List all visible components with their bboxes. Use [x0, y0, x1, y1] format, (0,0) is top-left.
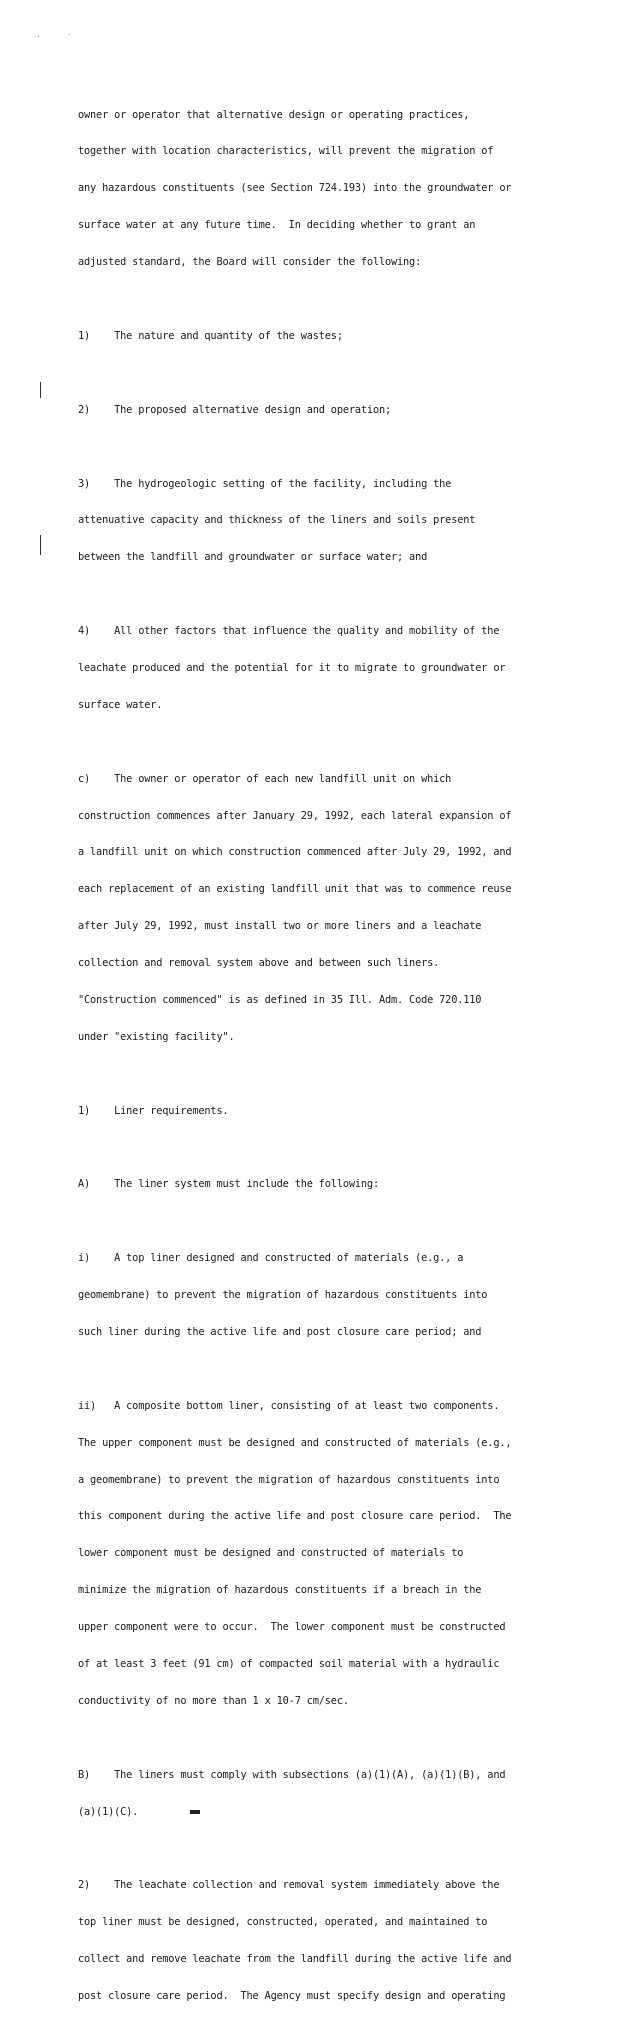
text-line: post closure care period. The Agency must specify design and operating: [78, 1990, 506, 2003]
text-line: any hazardous constituents (see Section 724.193) into the groundwater or: [78, 182, 512, 195]
text-line: owner or operator that alternative design or operating practices,: [78, 108, 470, 121]
text-line: adjusted standard, the Board will consider the following:: [78, 256, 422, 269]
text-line: A) The liner system must include the following:: [78, 1178, 379, 1191]
text-line: [78, 1806, 548, 1818]
text-line: between the landfill and groundwater or surface water; and: [78, 551, 428, 564]
paragraph-liner-requirements: [78, 1080, 548, 1141]
paragraph-bottom-liner: [78, 1375, 548, 1732]
text-line: collect and remove leachate from the landfill during the active life and: [78, 1953, 512, 1966]
text-line: together with location characteristics, will prevent the migration of: [78, 145, 494, 158]
paragraph-item-3: [78, 453, 548, 588]
paragraph-item-2: [78, 379, 548, 440]
paragraph-intro: [78, 84, 548, 293]
ink-smudge: [190, 1810, 200, 1814]
text-line: conductivity of no more than 1 x 10-7 cm/sec.: [78, 1694, 349, 1707]
text-line: after July 29, 1992, must install two or more liners and a leachate: [78, 920, 482, 933]
text-fragment: (a)(1)(C).: [78, 1805, 139, 1818]
text-line: under "existing facility".: [78, 1030, 235, 1043]
paragraph-liner-compliance: [78, 1744, 548, 1842]
text-line: The upper component must be designed and constructed of materials (e.g.,: [78, 1436, 512, 1449]
text-line: lower component must be designed and constructed of materials to: [78, 1547, 464, 1560]
text-line: collection and removal system above and between such liners.: [78, 957, 440, 970]
text-line: 1) Liner requirements.: [78, 1104, 229, 1117]
text-line: surface water at any future time. In deciding whether to grant an: [78, 219, 476, 232]
text-line: construction commences after January 29, 1992, each lateral expansion of: [78, 809, 512, 822]
text-line: geomembrane) to prevent the migration of hazardous constituents into: [78, 1289, 488, 1302]
text-line: "Construction commenced" is as defined in 35 Ill. Adm. Code 720.110: [78, 993, 482, 1006]
revision-bar: [40, 535, 41, 555]
paragraph-subsection-c: [78, 748, 548, 1068]
paragraph-item-4: [78, 600, 548, 735]
text-line: a landfill unit on which construction commenced after July 29, 1992, and: [78, 846, 512, 859]
text-line: 1) The nature and quantity of the wastes;: [78, 329, 343, 342]
text-line: 2) The proposed alternative design and operation;: [78, 403, 392, 416]
text-line: each replacement of an existing landfill unit that was to commence reuse: [78, 883, 512, 896]
text-line: 3) The hydrogeologic setting of the facility, including the: [78, 477, 452, 490]
text-line: B) The liners must comply with subsections (a)(1)(A), (a)(1)(B), and: [78, 1768, 506, 1781]
text-line: attenuative capacity and thickness of the liners and soils present: [78, 514, 476, 527]
paragraph-leachate-system: [78, 1855, 548, 2027]
text-line: 4) All other factors that influence the quality and mobility of the: [78, 625, 500, 638]
text-line: of at least 3 feet (91 cm) of compacted soil material with a hydraulic: [78, 1658, 500, 1670]
paragraph-item-1: [78, 305, 548, 366]
document-body: [78, 84, 548, 2039]
paragraph-liner-system: [78, 1154, 548, 1215]
text-line: 2) The leachate collection and removal system immediately above the: [78, 1879, 500, 1892]
text-line: ii) A composite bottom liner, consisting of at least two components.: [78, 1399, 500, 1412]
text-line: surface water.: [78, 698, 163, 711]
text-line: upper component were to occur. The lower component must be constructed: [78, 1621, 506, 1634]
paragraph-top-liner: [78, 1228, 548, 1363]
text-line: top liner must be designed, constructed, operated, and maintained to: [78, 1916, 488, 1929]
text-line: i) A top liner designed and constructed of materials (e.g., a: [78, 1252, 464, 1265]
text-line: this component during the active life and post closure care period. The: [78, 1510, 512, 1523]
text-line: leachate produced and the potential for it to migrate to groundwater or: [78, 661, 506, 674]
scan-specks: . -: [36, 30, 72, 39]
text-line: such liner during the active life and post closure care period; and: [78, 1325, 482, 1338]
text-line: c) The owner or operator of each new landfill unit on which: [78, 772, 452, 785]
text-line: a geomembrane) to prevent the migration of hazardous constituents into: [78, 1473, 500, 1486]
revision-bar: [40, 382, 41, 398]
text-line: minimize the migration of hazardous constituents if a breach in the: [78, 1584, 482, 1597]
